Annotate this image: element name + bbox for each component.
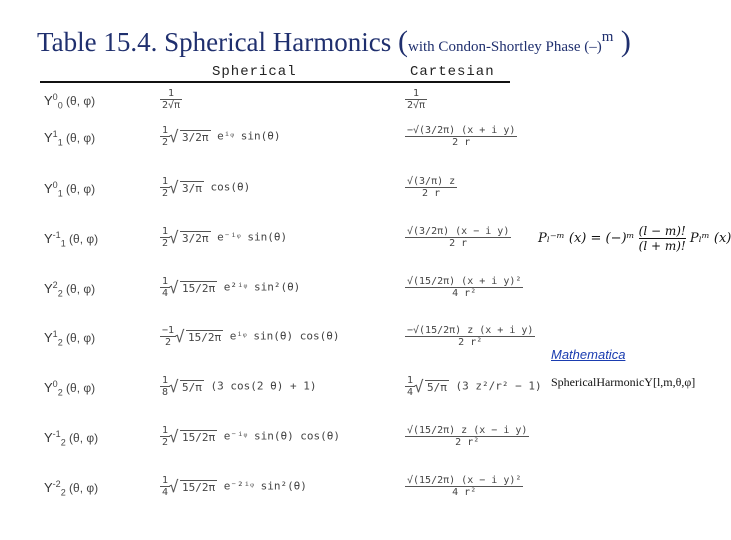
coefficient-numerator: 1 <box>405 88 427 100</box>
expression-rest: e⁻ⁱᵠ sin(θ) cos(θ) <box>223 429 341 443</box>
expression-rest: (3 z²/r² − 1) <box>455 379 542 393</box>
table-row <box>0 226 520 278</box>
coefficient <box>160 88 182 111</box>
cartesian-expression <box>405 125 517 148</box>
label-m: 0 <box>52 180 58 190</box>
label-args: (θ, φ) <box>69 431 99 445</box>
label-l: 1 <box>60 238 66 249</box>
coefficient-numerator: 1 <box>162 425 169 436</box>
expression-rest: e⁻²ⁱᵠ sin²(θ) <box>223 479 307 493</box>
spherical-expression <box>160 226 287 249</box>
label-m: -1 <box>52 230 61 240</box>
spherical-expression <box>160 325 339 348</box>
sqrt-term: √ 5/π <box>180 380 204 394</box>
formula-denominator: (l + m)! <box>638 239 686 253</box>
coefficient-denominator: 2 <box>162 137 169 148</box>
coefficient-numerator: √(15/2π) z (x − i y) <box>407 425 528 436</box>
table-row <box>0 276 520 328</box>
label-l: 2 <box>60 437 66 448</box>
label-l: 2 <box>57 387 63 398</box>
label-m: -2 <box>52 479 61 489</box>
cartesian-expression <box>405 276 523 299</box>
page-title <box>37 20 631 64</box>
cartesian-expression <box>405 375 542 398</box>
coefficient-denominator: 2 r <box>422 188 441 199</box>
column-header-cartesian: Cartesian <box>410 64 495 80</box>
label-l: 1 <box>57 188 63 199</box>
coefficient <box>405 425 529 448</box>
coefficient-denominator: 4 r² <box>452 487 477 498</box>
sqrt-term: √ 15/2π <box>180 281 217 295</box>
formula-lhs: Pₗ⁻ᵐ (x) = (−)ᵐ <box>538 231 635 246</box>
spherical-expression <box>160 88 182 111</box>
coefficient-numerator: 1 <box>162 226 169 237</box>
coefficient-denominator: 8 <box>162 387 169 398</box>
harmonic-label: $Y^1_2$ (θ, φ) <box>44 329 96 348</box>
coefficient-denominator: 2 <box>165 337 172 348</box>
harmonic-label: $Y^{-2}_2$ (θ, φ) <box>44 479 99 498</box>
sqrt-term: √ 3/2π <box>180 130 211 144</box>
coefficient-denominator: 2√π <box>407 100 426 111</box>
label-args: (θ, φ) <box>66 282 96 296</box>
title-paren-close: ) <box>613 25 631 58</box>
coefficient <box>405 88 427 111</box>
coefficient-denominator: 2 <box>162 238 169 249</box>
spherical-expression <box>160 375 317 398</box>
coefficient-denominator: 2 <box>162 437 169 448</box>
coefficient-denominator: 4 <box>162 288 169 299</box>
coefficient-numerator: 1 <box>162 176 169 187</box>
coefficient-denominator: 2 <box>162 188 169 199</box>
spherical-expression <box>160 425 340 448</box>
label-m: -1 <box>52 429 61 439</box>
harmonic-label: $Y^{-1}_1$ (θ, φ) <box>44 230 99 249</box>
coefficient-numerator: 1 <box>162 276 169 287</box>
harmonic-label: $Y^2_2$ (θ, φ) <box>44 280 96 299</box>
coefficient <box>405 325 535 348</box>
coefficient-denominator: 2 r² <box>458 337 483 348</box>
coefficient-numerator: 1 <box>160 88 182 100</box>
harmonic-label: $Y^1_1$ (θ, φ) <box>44 129 96 148</box>
coefficient-denominator: 2 r² <box>455 437 480 448</box>
coefficient <box>405 475 523 498</box>
spherical-expression <box>160 125 280 148</box>
table-row <box>0 176 520 228</box>
formula-fraction <box>639 224 686 253</box>
expression-rest: eⁱᵠ sin(θ) <box>217 129 281 143</box>
title-main: Table 15.4. Spherical Harmonics <box>37 27 399 57</box>
expression-rest: e²ⁱᵠ sin²(θ) <box>223 280 301 294</box>
label-l: 0 <box>57 100 63 111</box>
coefficient-denominator: 2 r <box>452 137 471 148</box>
cartesian-expression <box>405 325 535 348</box>
coefficient <box>160 325 176 348</box>
title-subtitle: with Condon-Shortley Phase (–) <box>408 39 602 55</box>
coefficient <box>405 276 523 299</box>
table-row <box>0 425 528 477</box>
label-l: 1 <box>57 137 63 148</box>
cartesian-expression <box>405 226 511 249</box>
label-m: 1 <box>52 129 58 139</box>
label-m: 2 <box>52 280 58 290</box>
cartesian-expression <box>405 88 427 111</box>
spherical-expression <box>160 176 250 199</box>
coefficient-denominator: 2√π <box>162 100 181 111</box>
expression-rest: cos(θ) <box>210 180 251 194</box>
coefficient-denominator: 2 r <box>449 238 468 249</box>
spherical-expression <box>160 475 307 498</box>
coefficient-numerator: 1 <box>162 375 169 386</box>
coefficient-denominator: 4 r² <box>452 288 477 299</box>
spherical-expression <box>160 276 300 299</box>
title-exponent: m <box>601 29 614 45</box>
label-args: (θ, φ) <box>66 331 96 345</box>
cartesian-expression <box>405 176 457 199</box>
sqrt-term: √ 3/π <box>180 181 204 195</box>
label-args: (θ, φ) <box>66 182 96 196</box>
sqrt-term: √ 15/2π <box>186 330 223 344</box>
label-args: (θ, φ) <box>69 232 99 246</box>
mathematica-link[interactable]: Mathematica <box>551 347 626 362</box>
coefficient <box>405 125 517 148</box>
formula-numerator: (l − m)! <box>638 224 686 238</box>
coefficient-numerator: √(15/2π) (x + i y)² <box>407 276 522 287</box>
sqrt-term: √ 15/2π <box>180 480 217 494</box>
header-rule <box>40 81 510 83</box>
cartesian-expression <box>405 425 529 448</box>
label-l: 2 <box>60 487 66 498</box>
label-args: (θ, φ) <box>66 94 96 108</box>
table-row <box>0 375 542 427</box>
spherical-harmonic-call: SphericalHarmonicY[l,m,θ,φ] <box>551 375 696 389</box>
coefficient-numerator: √(3/π) z <box>407 176 456 187</box>
expression-rest: eⁱᵠ sin(θ) cos(θ) <box>229 329 340 343</box>
table-row <box>0 125 520 177</box>
label-l: 2 <box>57 337 63 348</box>
associated-legendre-formula <box>538 224 731 253</box>
sqrt-term: √ 15/2π <box>180 430 217 444</box>
coefficient-numerator: −√(15/2π) z (x + i y) <box>407 325 534 336</box>
coefficient-numerator: √(15/2π) (x − i y)² <box>407 475 522 486</box>
coefficient-numerator: −1 <box>162 325 175 336</box>
coefficient-numerator: −√(3/2π) (x + i y) <box>407 125 516 136</box>
label-args: (θ, φ) <box>66 131 96 145</box>
label-args: (θ, φ) <box>69 481 99 495</box>
harmonic-label: $Y^0_2$ (θ, φ) <box>44 379 96 398</box>
label-m: 0 <box>52 379 58 389</box>
sqrt-term: √ 5/π <box>425 380 449 394</box>
label-m: 1 <box>52 329 58 339</box>
harmonic-label: $Y^0_1$ (θ, φ) <box>44 180 96 199</box>
label-args: (θ, φ) <box>66 381 96 395</box>
table-row <box>0 475 520 527</box>
coefficient-denominator: 4 <box>407 387 414 398</box>
expression-rest: (3 cos(2 θ) + 1) <box>210 379 317 393</box>
harmonic-label: $Y^0_0$ (θ, φ) <box>44 92 96 111</box>
column-header-spherical: Spherical <box>212 64 297 80</box>
sqrt-term: √ 3/2π <box>180 231 211 245</box>
coefficient-denominator: 4 <box>162 487 169 498</box>
label-l: 2 <box>57 288 63 299</box>
coefficient-numerator: √(3/2π) (x − i y) <box>407 226 510 237</box>
cartesian-expression <box>405 475 523 498</box>
coefficient-numerator: 1 <box>162 475 169 486</box>
title-paren-open: ( <box>398 25 409 58</box>
expression-rest: e⁻ⁱᵠ sin(θ) <box>217 230 288 244</box>
harmonic-label: $Y^{-1}_2$ (θ, φ) <box>44 429 99 448</box>
coefficient <box>405 176 457 199</box>
coefficient-numerator: 1 <box>407 375 414 386</box>
formula-rhs: Pₗᵐ (x) <box>689 231 731 246</box>
table-row <box>0 325 534 377</box>
label-m: 0 <box>52 92 58 102</box>
coefficient-numerator: 1 <box>162 125 169 136</box>
coefficient <box>405 226 511 249</box>
